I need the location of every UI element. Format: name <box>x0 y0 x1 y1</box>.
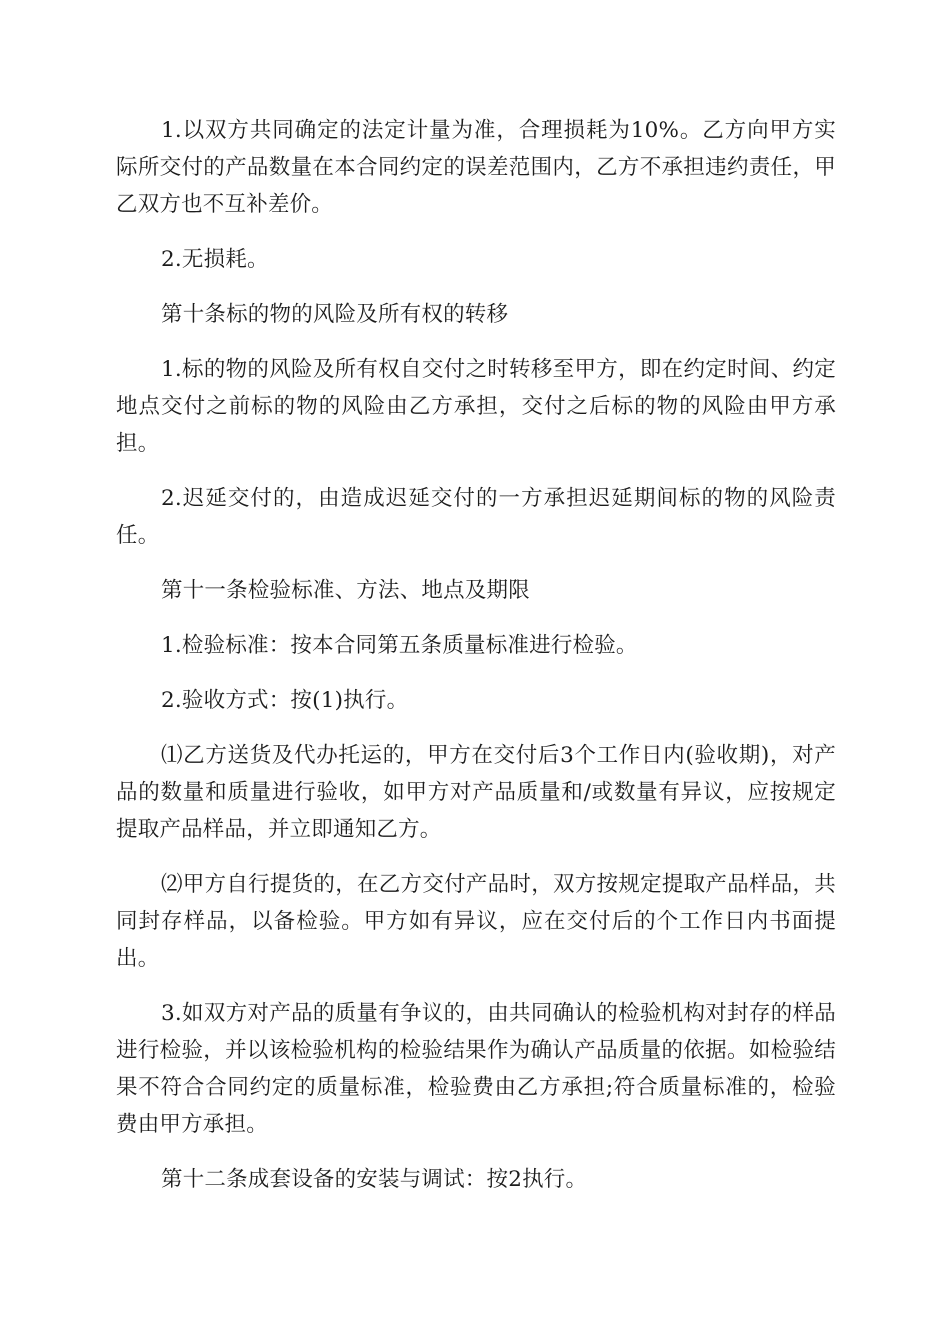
paragraph-no-loss: 2.无损耗。 <box>161 247 269 272</box>
article-11-heading: 第十一条检验标准、方法、地点及期限 <box>161 578 530 603</box>
article-10-heading: 第十条标的物的风险及所有权的转移 <box>161 302 509 327</box>
document-body <box>116 112 836 1216</box>
paragraph-loss-standard: 1.以双方共同确定的法定计量为准，合理损耗为10%。乙方向甲方实际所交付的产品数量在本合同约定的误差范围内，乙方不承担违约责任，甲乙双方也不互补差价。 <box>116 118 836 217</box>
paragraph-quality-dispute: 3.如双方对产品的质量有争议的，由共同确认的检验机构对封存的样品进行检验，并以该检验机构的检验结果作为确认产品质量的依据。如检验结果不符合合同约定的质量标准，检验费由乙方承担;符合质量标准的，检验费由甲方承担。 <box>116 1001 836 1137</box>
paragraph-acceptance-method: 2.验收方式：按(1)执行。 <box>161 688 409 713</box>
paragraph-self-pickup: ⑵甲方自行提货的，在乙方交付产品时，双方按规定提取产品样品，共同封存样品，以备检验。甲方如有异议，应在交付后的个工作日内书面提出。 <box>116 872 836 971</box>
paragraph-inspection-standard: 1.检验标准：按本合同第五条质量标准进行检验。 <box>161 633 638 658</box>
article-12-heading: 第十二条成套设备的安装与调试：按2执行。 <box>161 1167 588 1192</box>
paragraph-delayed-delivery: 2.迟延交付的，由造成迟延交付的一方承担迟延期间标的物的风险责任。 <box>116 486 836 548</box>
paragraph-risk-transfer: 1.标的物的风险及所有权自交付之时转移至甲方，即在约定时间、约定地点交付之前标的物的风险由乙方承担，交付之后标的物的风险由甲方承担。 <box>116 357 836 456</box>
paragraph-delivery-inspection: ⑴乙方送货及代办托运的，甲方在交付后3个工作日内(验收期)，对产品的数量和质量进行验收，如甲方对产品质量和/或数量有异议，应按规定提取产品样品，并立即通知乙方。 <box>116 743 836 842</box>
